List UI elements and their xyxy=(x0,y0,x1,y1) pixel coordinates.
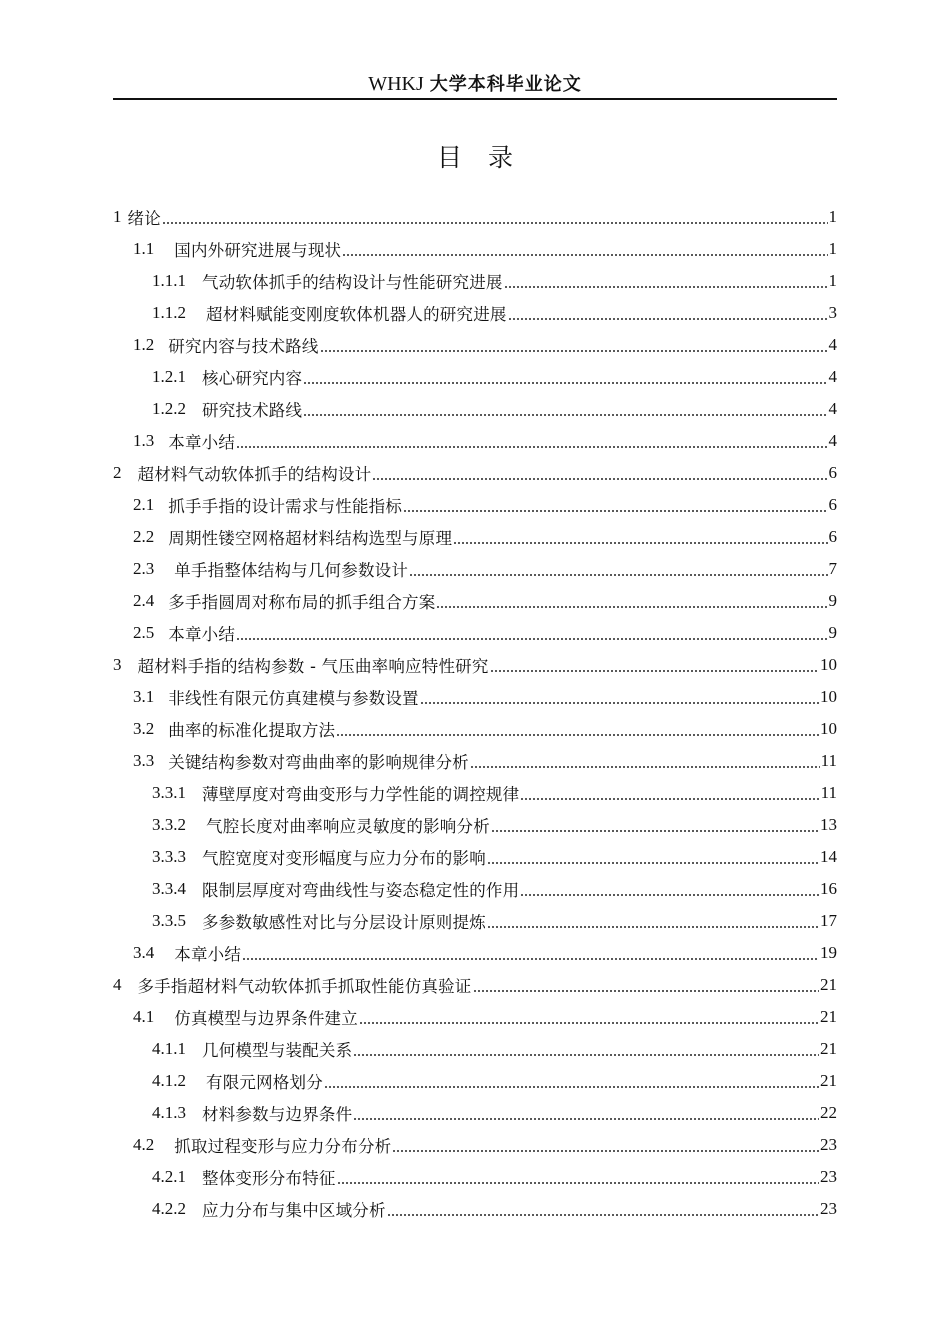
toc-entry[interactable] xyxy=(113,393,837,425)
toc-entry-number: 3.3.5 xyxy=(152,911,186,930)
table-of-contents xyxy=(113,201,837,1225)
toc-entry-number: 4.2 xyxy=(133,1135,155,1154)
toc-dot-leader xyxy=(372,465,827,482)
toc-entry-page: 9 xyxy=(828,591,837,610)
toc-dot-leader xyxy=(453,529,827,546)
toc-entry-number: 2.2 xyxy=(133,527,155,546)
toc-dot-leader xyxy=(409,561,827,578)
toc-entry-number: 4.1.3 xyxy=(152,1103,186,1122)
toc-entry-page: 7 xyxy=(828,559,837,578)
toc-entry[interactable] xyxy=(113,297,837,329)
toc-entry-number: 3.2 xyxy=(133,719,155,738)
toc-entry-number: 3.3.1 xyxy=(152,783,186,802)
toc-entry-number: 1.2.1 xyxy=(152,367,186,386)
toc-dot-leader xyxy=(353,1105,819,1122)
toc-dot-leader xyxy=(504,273,828,290)
toc-entry-title: 材料参数与边界条件 xyxy=(202,1105,353,1124)
toc-dot-leader xyxy=(420,689,819,706)
toc-entry-number: 3.1 xyxy=(133,687,155,706)
toc-entry[interactable] xyxy=(113,585,837,617)
toc-dot-leader xyxy=(436,593,827,610)
toc-entry[interactable] xyxy=(113,265,837,297)
toc-entry-title: 薄壁厚度对弯曲变形与力学性能的调控规律 xyxy=(202,785,520,804)
toc-entry-title: 抓手手指的设计需求与性能指标 xyxy=(168,497,403,516)
toc-entry-number: 4.2.2 xyxy=(152,1199,186,1218)
toc-entry-title: 曲率的标准化提取方法 xyxy=(168,721,336,740)
toc-dot-leader xyxy=(236,625,827,642)
header-prefix: WHKJ xyxy=(368,73,424,95)
toc-entry-page: 21 xyxy=(820,1007,837,1026)
toc-entry[interactable] xyxy=(113,1097,837,1129)
toc-dot-leader xyxy=(470,753,820,770)
toc-entry-title: 绪论 xyxy=(127,209,161,228)
toc-entry-number: 3.3 xyxy=(133,751,155,770)
toc-entry[interactable] xyxy=(113,1001,837,1033)
toc-entry-page: 23 xyxy=(820,1199,837,1218)
toc-entry[interactable] xyxy=(113,841,837,873)
toc-entry-title: 本章小结 xyxy=(168,433,236,452)
toc-entry[interactable] xyxy=(113,233,837,265)
toc-entry-page: 11 xyxy=(820,783,837,802)
toc-entry-title: 国内外研究进展与现状 xyxy=(174,241,342,260)
toc-entry-page: 1 xyxy=(828,239,837,258)
toc-entry-number: 2.1 xyxy=(133,495,155,514)
toc-entry-title: 周期性镂空网格超材料结构选型与原理 xyxy=(168,529,453,548)
toc-entry[interactable] xyxy=(113,745,837,777)
toc-entry-title: 有限元网格划分 xyxy=(206,1073,323,1092)
toc-entry-title: 本章小结 xyxy=(174,945,242,964)
toc-entry-page: 17 xyxy=(820,911,837,930)
toc-entry[interactable] xyxy=(113,201,837,233)
toc-entry-title: 整体变形分布特征 xyxy=(202,1169,336,1188)
toc-entry-title: 气腔长度对曲率响应灵敏度的影响分析 xyxy=(206,817,490,836)
toc-entry-title: 核心研究内容 xyxy=(202,369,303,388)
toc-entry-number: 2.3 xyxy=(133,559,155,578)
toc-dot-leader xyxy=(336,721,819,738)
toc-entry[interactable] xyxy=(113,425,837,457)
toc-entry-number: 4.1.2 xyxy=(152,1071,186,1090)
page-title: 目录 xyxy=(436,143,539,172)
toc-entry-number: 1 xyxy=(113,207,122,226)
toc-entry-number: 2.4 xyxy=(133,591,155,610)
toc-entry-page: 23 xyxy=(820,1135,837,1154)
toc-entry-page: 1 xyxy=(828,271,837,290)
toc-entry-page: 10 xyxy=(820,687,837,706)
toc-entry-title: 仿真模型与边界条件建立 xyxy=(174,1009,358,1028)
toc-entry-page: 6 xyxy=(828,463,837,482)
toc-entry[interactable] xyxy=(113,1129,837,1161)
toc-dot-leader xyxy=(353,1041,819,1058)
toc-dot-leader xyxy=(236,433,827,450)
header-title: 大学本科毕业论文 xyxy=(429,74,582,95)
toc-entry-title: 多手指超材料气动软体抓手抓取性能仿真验证 xyxy=(137,977,472,996)
toc-entry[interactable] xyxy=(113,553,837,585)
toc-entry-page: 19 xyxy=(820,943,837,962)
toc-entry-title: 多参数敏感性对比与分层设计原则提炼 xyxy=(202,913,486,932)
toc-entry-title: 超材料气动软体抓手的结构设计 xyxy=(137,465,372,484)
toc-entry-page: 13 xyxy=(820,815,837,834)
toc-entry-number: 3.4 xyxy=(133,943,155,962)
toc-dot-leader xyxy=(342,241,827,258)
toc-entry-number: 3.3.3 xyxy=(152,847,186,866)
toc-entry-title: 非线性有限元仿真建模与参数设置 xyxy=(168,689,419,708)
toc-entry[interactable] xyxy=(113,617,837,649)
toc-entry-page: 4 xyxy=(828,399,837,418)
toc-entry-page: 22 xyxy=(820,1103,837,1122)
toc-dot-leader xyxy=(520,785,819,802)
toc-entry-number: 3 xyxy=(113,655,122,674)
toc-entry-number: 1.1.2 xyxy=(152,303,186,322)
toc-dot-leader xyxy=(320,337,828,354)
toc-entry-number: 1.2.2 xyxy=(152,399,186,418)
toc-entry[interactable] xyxy=(113,777,837,809)
toc-entry-number: 4.1.1 xyxy=(152,1039,186,1058)
toc-entry-page: 23 xyxy=(820,1167,837,1186)
toc-entry-number: 4 xyxy=(113,975,122,994)
toc-entry-title: 多手指圆周对称布局的抓手组合方案 xyxy=(168,593,436,612)
toc-entry[interactable] xyxy=(113,1065,837,1097)
toc-entry[interactable] xyxy=(113,329,837,361)
toc-entry-number: 2.5 xyxy=(133,623,155,642)
toc-entry-page: 16 xyxy=(820,879,837,898)
toc-entry-title: 气动软体抓手的结构设计与性能研究进展 xyxy=(202,273,503,292)
toc-entry-number: 3.3.2 xyxy=(152,815,186,834)
toc-entry-page: 10 xyxy=(820,655,837,674)
toc-entry-title: 关键结构参数对弯曲曲率的影响规律分析 xyxy=(168,753,469,772)
toc-entry[interactable] xyxy=(113,457,837,489)
toc-entry[interactable] xyxy=(113,809,837,841)
toc-entry[interactable] xyxy=(113,489,837,521)
running-header xyxy=(113,70,837,98)
toc-entry-page: 21 xyxy=(820,975,837,994)
header-rule xyxy=(113,98,837,100)
toc-dot-leader xyxy=(473,977,820,994)
toc-entry[interactable] xyxy=(113,1161,837,1193)
toc-entry-number: 1.1 xyxy=(133,239,155,258)
toc-entry-title: 研究内容与技术路线 xyxy=(168,337,319,356)
toc-entry[interactable] xyxy=(113,969,837,1001)
toc-dot-leader xyxy=(359,1009,819,1026)
toc-entry-number: 1.3 xyxy=(133,431,155,450)
toc-entry-number: 1.1.1 xyxy=(152,271,186,290)
toc-entry-page: 6 xyxy=(828,527,837,546)
toc-entry-title: 单手指整体结构与几何参数设计 xyxy=(174,561,409,580)
toc-entry-number: 2 xyxy=(113,463,122,482)
toc-dot-leader xyxy=(491,817,819,834)
toc-entry[interactable] xyxy=(113,1033,837,1065)
toc-entry-page: 4 xyxy=(828,367,837,386)
toc-entry[interactable] xyxy=(113,1193,837,1225)
toc-dot-leader xyxy=(520,881,819,898)
toc-dot-leader xyxy=(162,209,828,226)
toc-dot-leader xyxy=(403,497,827,514)
toc-entry-page: 3 xyxy=(828,303,837,322)
toc-dot-leader xyxy=(487,913,819,930)
toc-entry-page: 10 xyxy=(820,719,837,738)
toc-entry-page: 21 xyxy=(820,1039,837,1058)
toc-entry-page: 14 xyxy=(820,847,837,866)
toc-entry-page: 1 xyxy=(828,207,837,226)
toc-entry-page: 21 xyxy=(820,1071,837,1090)
toc-dot-leader xyxy=(392,1137,819,1154)
toc-entry-title: 抓取过程变形与应力分布分析 xyxy=(174,1137,392,1156)
toc-entry[interactable] xyxy=(113,905,837,937)
toc-entry-number: 4.2.1 xyxy=(152,1167,186,1186)
toc-entry-title: 超材料赋能变刚度软体机器人的研究进展 xyxy=(206,305,507,324)
toc-dot-leader xyxy=(324,1073,819,1090)
toc-entry[interactable] xyxy=(113,681,837,713)
toc-entry[interactable] xyxy=(113,521,837,553)
toc-dot-leader xyxy=(303,401,827,418)
toc-entry-title: 气腔宽度对变形幅度与应力分布的影响 xyxy=(202,849,486,868)
toc-entry[interactable] xyxy=(113,937,837,969)
toc-entry[interactable] xyxy=(113,873,837,905)
toc-entry-number: 3.3.4 xyxy=(152,879,186,898)
toc-entry-page: 9 xyxy=(828,623,837,642)
toc-entry-page: 11 xyxy=(820,751,837,770)
toc-entry-page: 4 xyxy=(828,431,837,450)
toc-entry-title: 限制层厚度对弯曲线性与姿态稳定性的作用 xyxy=(202,881,520,900)
toc-dot-leader xyxy=(490,657,819,674)
toc-dot-leader xyxy=(242,945,819,962)
toc-entry-title: 研究技术路线 xyxy=(202,401,303,420)
toc-dot-leader xyxy=(303,369,827,386)
toc-dot-leader xyxy=(487,849,819,866)
toc-entry-title: 应力分布与集中区域分析 xyxy=(202,1201,386,1220)
toc-entry-title: 几何模型与装配关系 xyxy=(202,1041,353,1060)
toc-entry-page: 6 xyxy=(828,495,837,514)
toc-dot-leader xyxy=(387,1201,819,1218)
toc-dot-leader xyxy=(337,1169,819,1186)
toc-entry[interactable] xyxy=(113,713,837,745)
toc-entry[interactable] xyxy=(113,649,837,681)
toc-entry-page: 4 xyxy=(828,335,837,354)
toc-entry-number: 4.1 xyxy=(133,1007,155,1026)
toc-entry-title: 超材料手指的结构参数 - 气压曲率响应特性研究 xyxy=(137,657,489,676)
toc-entry-number: 1.2 xyxy=(133,335,155,354)
toc-dot-leader xyxy=(508,305,828,322)
toc-entry-title: 本章小结 xyxy=(168,625,236,644)
toc-entry[interactable] xyxy=(113,361,837,393)
